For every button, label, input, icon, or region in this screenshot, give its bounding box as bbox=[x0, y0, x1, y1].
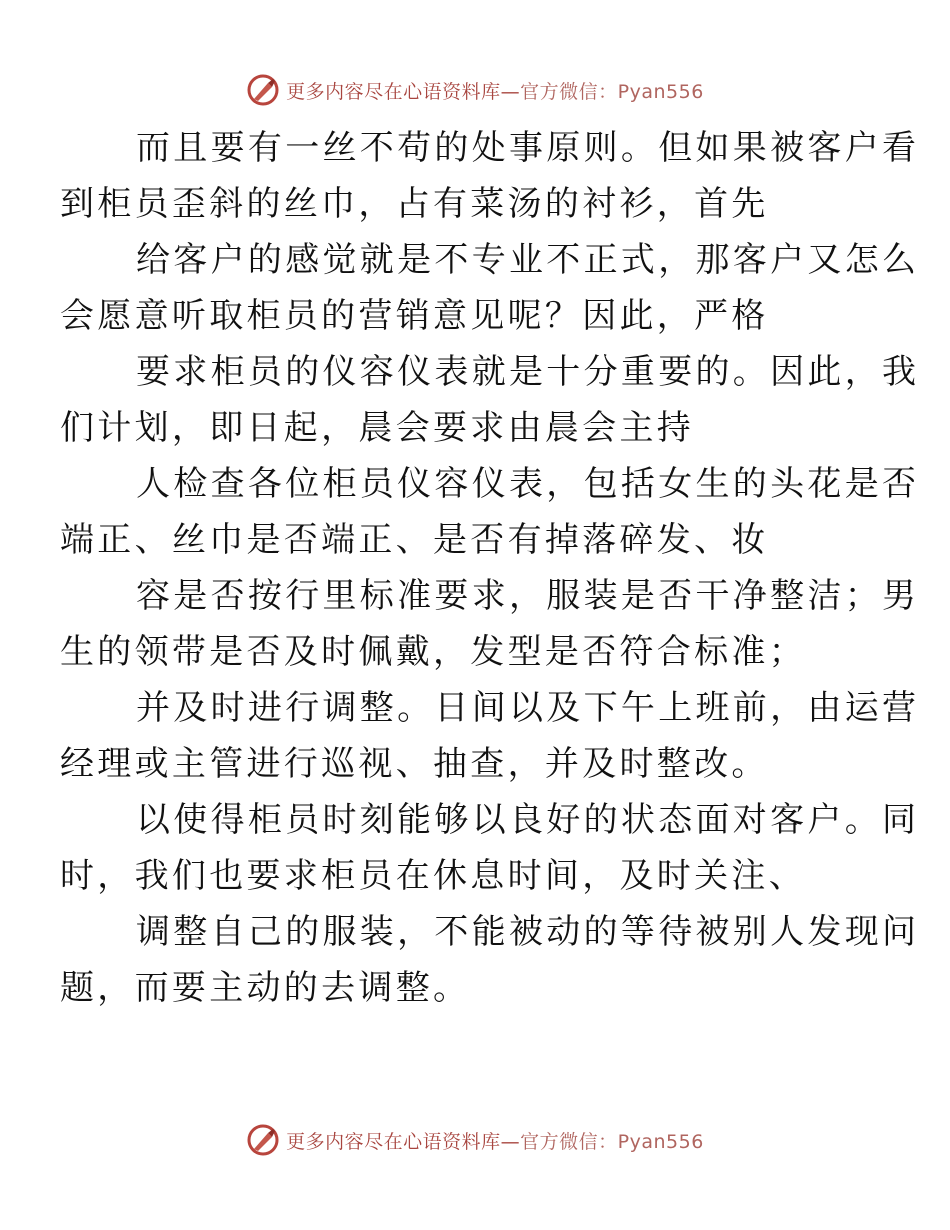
paragraph-line: 到柜员歪斜的丝巾，占有菜汤的衬衫，首先 bbox=[60, 184, 769, 224]
paragraph-line: 以使得柜员时刻能够以良好的状态面对客户。同 bbox=[136, 800, 920, 840]
paragraph-line: 们计划，即日起，晨会要求由晨会主持 bbox=[60, 408, 695, 448]
paragraph-line: 生的领带是否及时佩戴，发型是否符合标准； bbox=[60, 632, 806, 672]
paragraph bbox=[60, 568, 920, 680]
footer-watermark bbox=[0, 1120, 950, 1160]
paragraph-line: 会愿意听取柜员的营销意见呢？因此，严格 bbox=[60, 296, 769, 336]
paragraph-line: 端正、丝巾是否端正、是否有掉落碎发、妆 bbox=[60, 520, 769, 560]
paragraph bbox=[60, 792, 920, 904]
header-watermark bbox=[0, 70, 950, 110]
paragraph-line: 人检查各位柜员仪容仪表，包括女生的头花是否 bbox=[136, 464, 920, 504]
paragraph-line: 时，我们也要求柜员在休息时间，及时关注、 bbox=[60, 856, 806, 896]
pen-logo-icon bbox=[246, 1123, 280, 1157]
paragraph bbox=[60, 120, 920, 232]
paragraph bbox=[60, 456, 920, 568]
paragraph bbox=[60, 680, 920, 792]
paragraph-line: 而且要有一丝不苟的处事原则。但如果被客户看 bbox=[136, 128, 920, 168]
paragraph-line: 要求柜员的仪容仪表就是十分重要的。因此，我 bbox=[136, 352, 920, 392]
document-body bbox=[60, 120, 920, 1016]
pen-logo-icon bbox=[246, 73, 280, 107]
paragraph-line: 并及时进行调整。日间以及下午上班前，由运营 bbox=[136, 688, 920, 728]
watermark-text: 更多内容尽在心语资料库—官方微信：Pyan556 bbox=[286, 1130, 704, 1153]
paragraph bbox=[60, 232, 920, 344]
paragraph bbox=[60, 904, 920, 1016]
paragraph-line: 给客户的感觉就是不专业不正式，那客户又怎么 bbox=[136, 240, 920, 280]
paragraph-line: 经理或主管进行巡视、抽查，并及时整改。 bbox=[60, 744, 769, 784]
paragraph bbox=[60, 344, 920, 456]
paragraph-line: 容是否按行里标准要求，服装是否干净整洁；男 bbox=[136, 576, 920, 616]
watermark-text: 更多内容尽在心语资料库—官方微信：Pyan556 bbox=[286, 80, 704, 103]
paragraph-line: 调整自己的服装，不能被动的等待被别人发现问 bbox=[136, 912, 920, 952]
paragraph-line: 题，而要主动的去调整。 bbox=[60, 968, 471, 1008]
